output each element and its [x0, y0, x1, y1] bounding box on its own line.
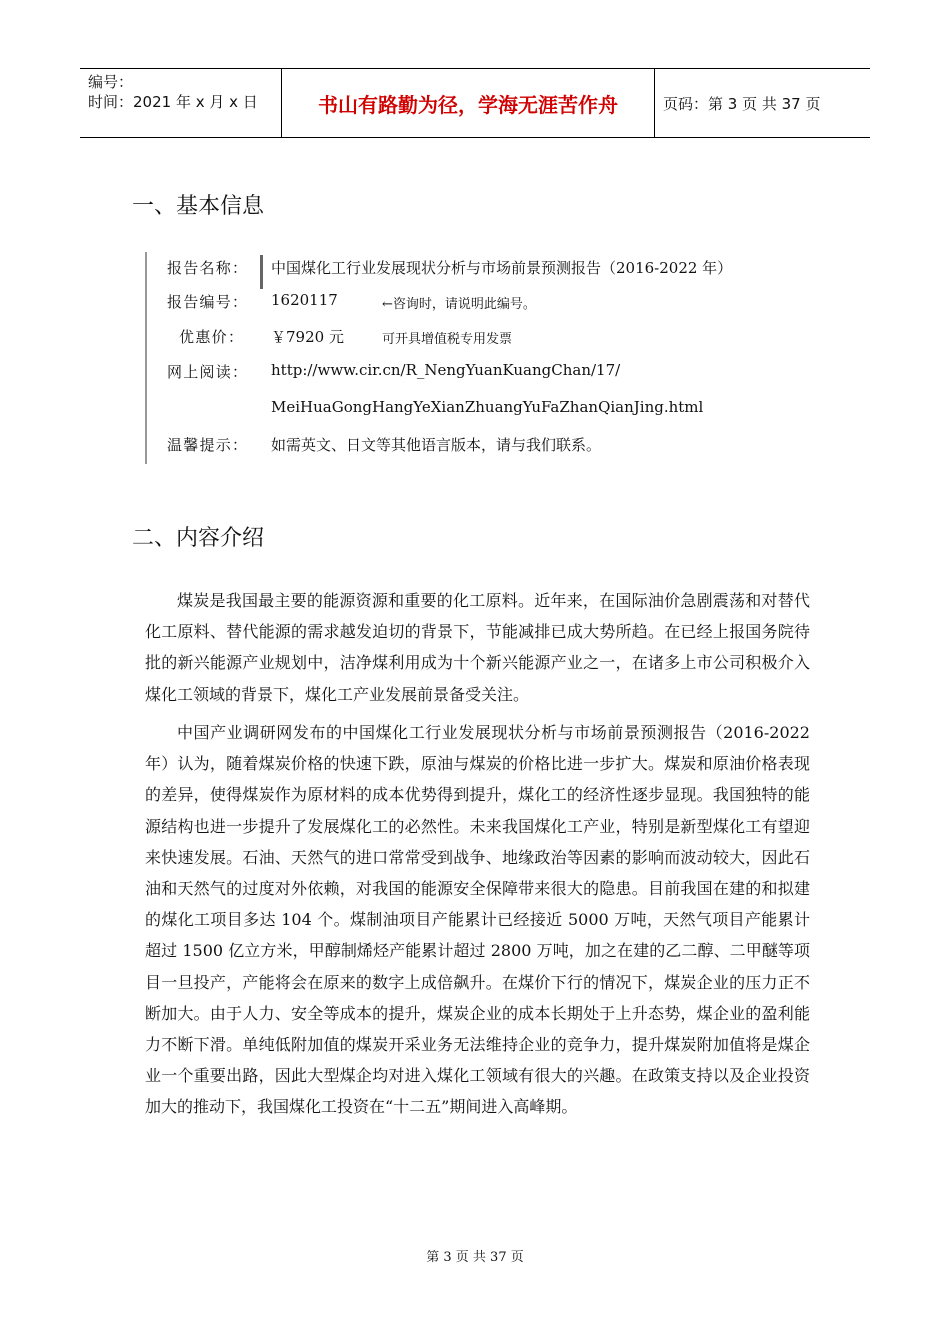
price-note: 可开具增值税专用发票 [382, 332, 513, 347]
report-code-value: 1620117 [271, 291, 338, 309]
online-read-link-line1[interactable]: http://www.cir.cn/R_NengYuanKuangChan/17/ [271, 361, 621, 379]
header-meta-cell [80, 69, 282, 137]
tip-value: 如需英文、日文等其他语言版本，请与我们联系。 [271, 436, 602, 454]
page-header [80, 68, 870, 138]
report-name-marker [260, 255, 263, 289]
report-code-note: ←咨询时，请说明此编号。 [382, 297, 536, 312]
section-title-content-intro: 二、内容介绍 [132, 526, 265, 551]
header-page-info: 页码：第 3 页 共 37 页 [663, 94, 821, 113]
online-read-label: 网上阅读： [167, 363, 247, 381]
tip-label: 温馨提示： [167, 436, 247, 454]
basic-info-block [145, 252, 847, 464]
document-number-label: 编号： [88, 73, 134, 91]
page-footer: 第 3 页 共 37 页 [426, 1250, 524, 1265]
content-paragraph: 中国产业调研网发布的中国煤化工行业发展现状分析与市场前景预测报告（2016-2022 年）认为，随着煤炭价格的快速下跌，原油与煤炭的价格比进一步扩大。煤炭和原油价格表现的差异，使得煤炭作为原材料的成本优势得到提升，煤化工的经济性逐步显现。我国独特的能源结构也进一步提升了发展煤化工的必然性。未来我国煤化工产业，特别是新型煤化工有望迎来快速发展。石油、天然气的进口常常受到战争、地缘政治等因素的影响而波动较大，因此石油和天然气的过度对外依赖，对我国的能源安全保障带来很大的隐患。目前我国在建的和拟建的煤化工项目多达 104 个。煤制油项目产能累计已经接近 5000 万吨，天然气项目产能累计超过 1500 亿立方米，甲醇制烯烃产能累计超过 2800 万吨，加之在建的乙二醇、二甲醚等项目一旦投产，产能将会在原来的数字上成倍飙升。在煤价下行的情况下，煤炭企业的压力正不断加大。由于人力、安全等成本的提升，煤炭企业的成本长期处于上升态势，煤企业的盈利能力不断下滑。单纯低附加值的煤炭开采业务无法维持企业的竞争力，提升煤炭附加值将是煤企业一个重要出路，因此大型煤企均对进入煤化工领域有很大的兴趣。在政策支持以及企业投资加大的推动下，我国煤化工投资在“十二五”期间进入高峰期。 [145, 723, 810, 1117]
document-time-label: 时间：2021 年 x 月 x 日 [88, 93, 258, 111]
report-code-label: 报告编号： [167, 293, 247, 311]
report-name-value: 中国煤化工行业发展现状分析与市场前景预测报告（2016-2022 年） [271, 259, 733, 277]
price-value: ￥7920 元 [271, 328, 344, 346]
price-label: 优惠价： [179, 328, 243, 346]
content-paragraph: 煤炭是我国最主要的能源资源和重要的化工原料。近年来，在国际油价急剧震荡和对替代化工原料、替代能源的需求越发迫切的背景下，节能减排已成大势所趋。在已经上报国务院待批的新兴能源产业规划中，洁净煤利用成为十个新兴能源产业之一，在诸多上市公司积极介入煤化工领域的背景下，煤化工产业发展前景备受关注。 [145, 591, 810, 704]
header-motto: 书山有路勤为径，学海无涯苦作舟 [282, 69, 655, 137]
report-name-label: 报告名称： [167, 259, 247, 277]
online-read-link-line2[interactable]: MeiHuaGongHangYeXianZhuangYuFaZhanQianJing.html [271, 398, 704, 416]
section-title-basic-info: 一、基本信息 [132, 194, 265, 219]
